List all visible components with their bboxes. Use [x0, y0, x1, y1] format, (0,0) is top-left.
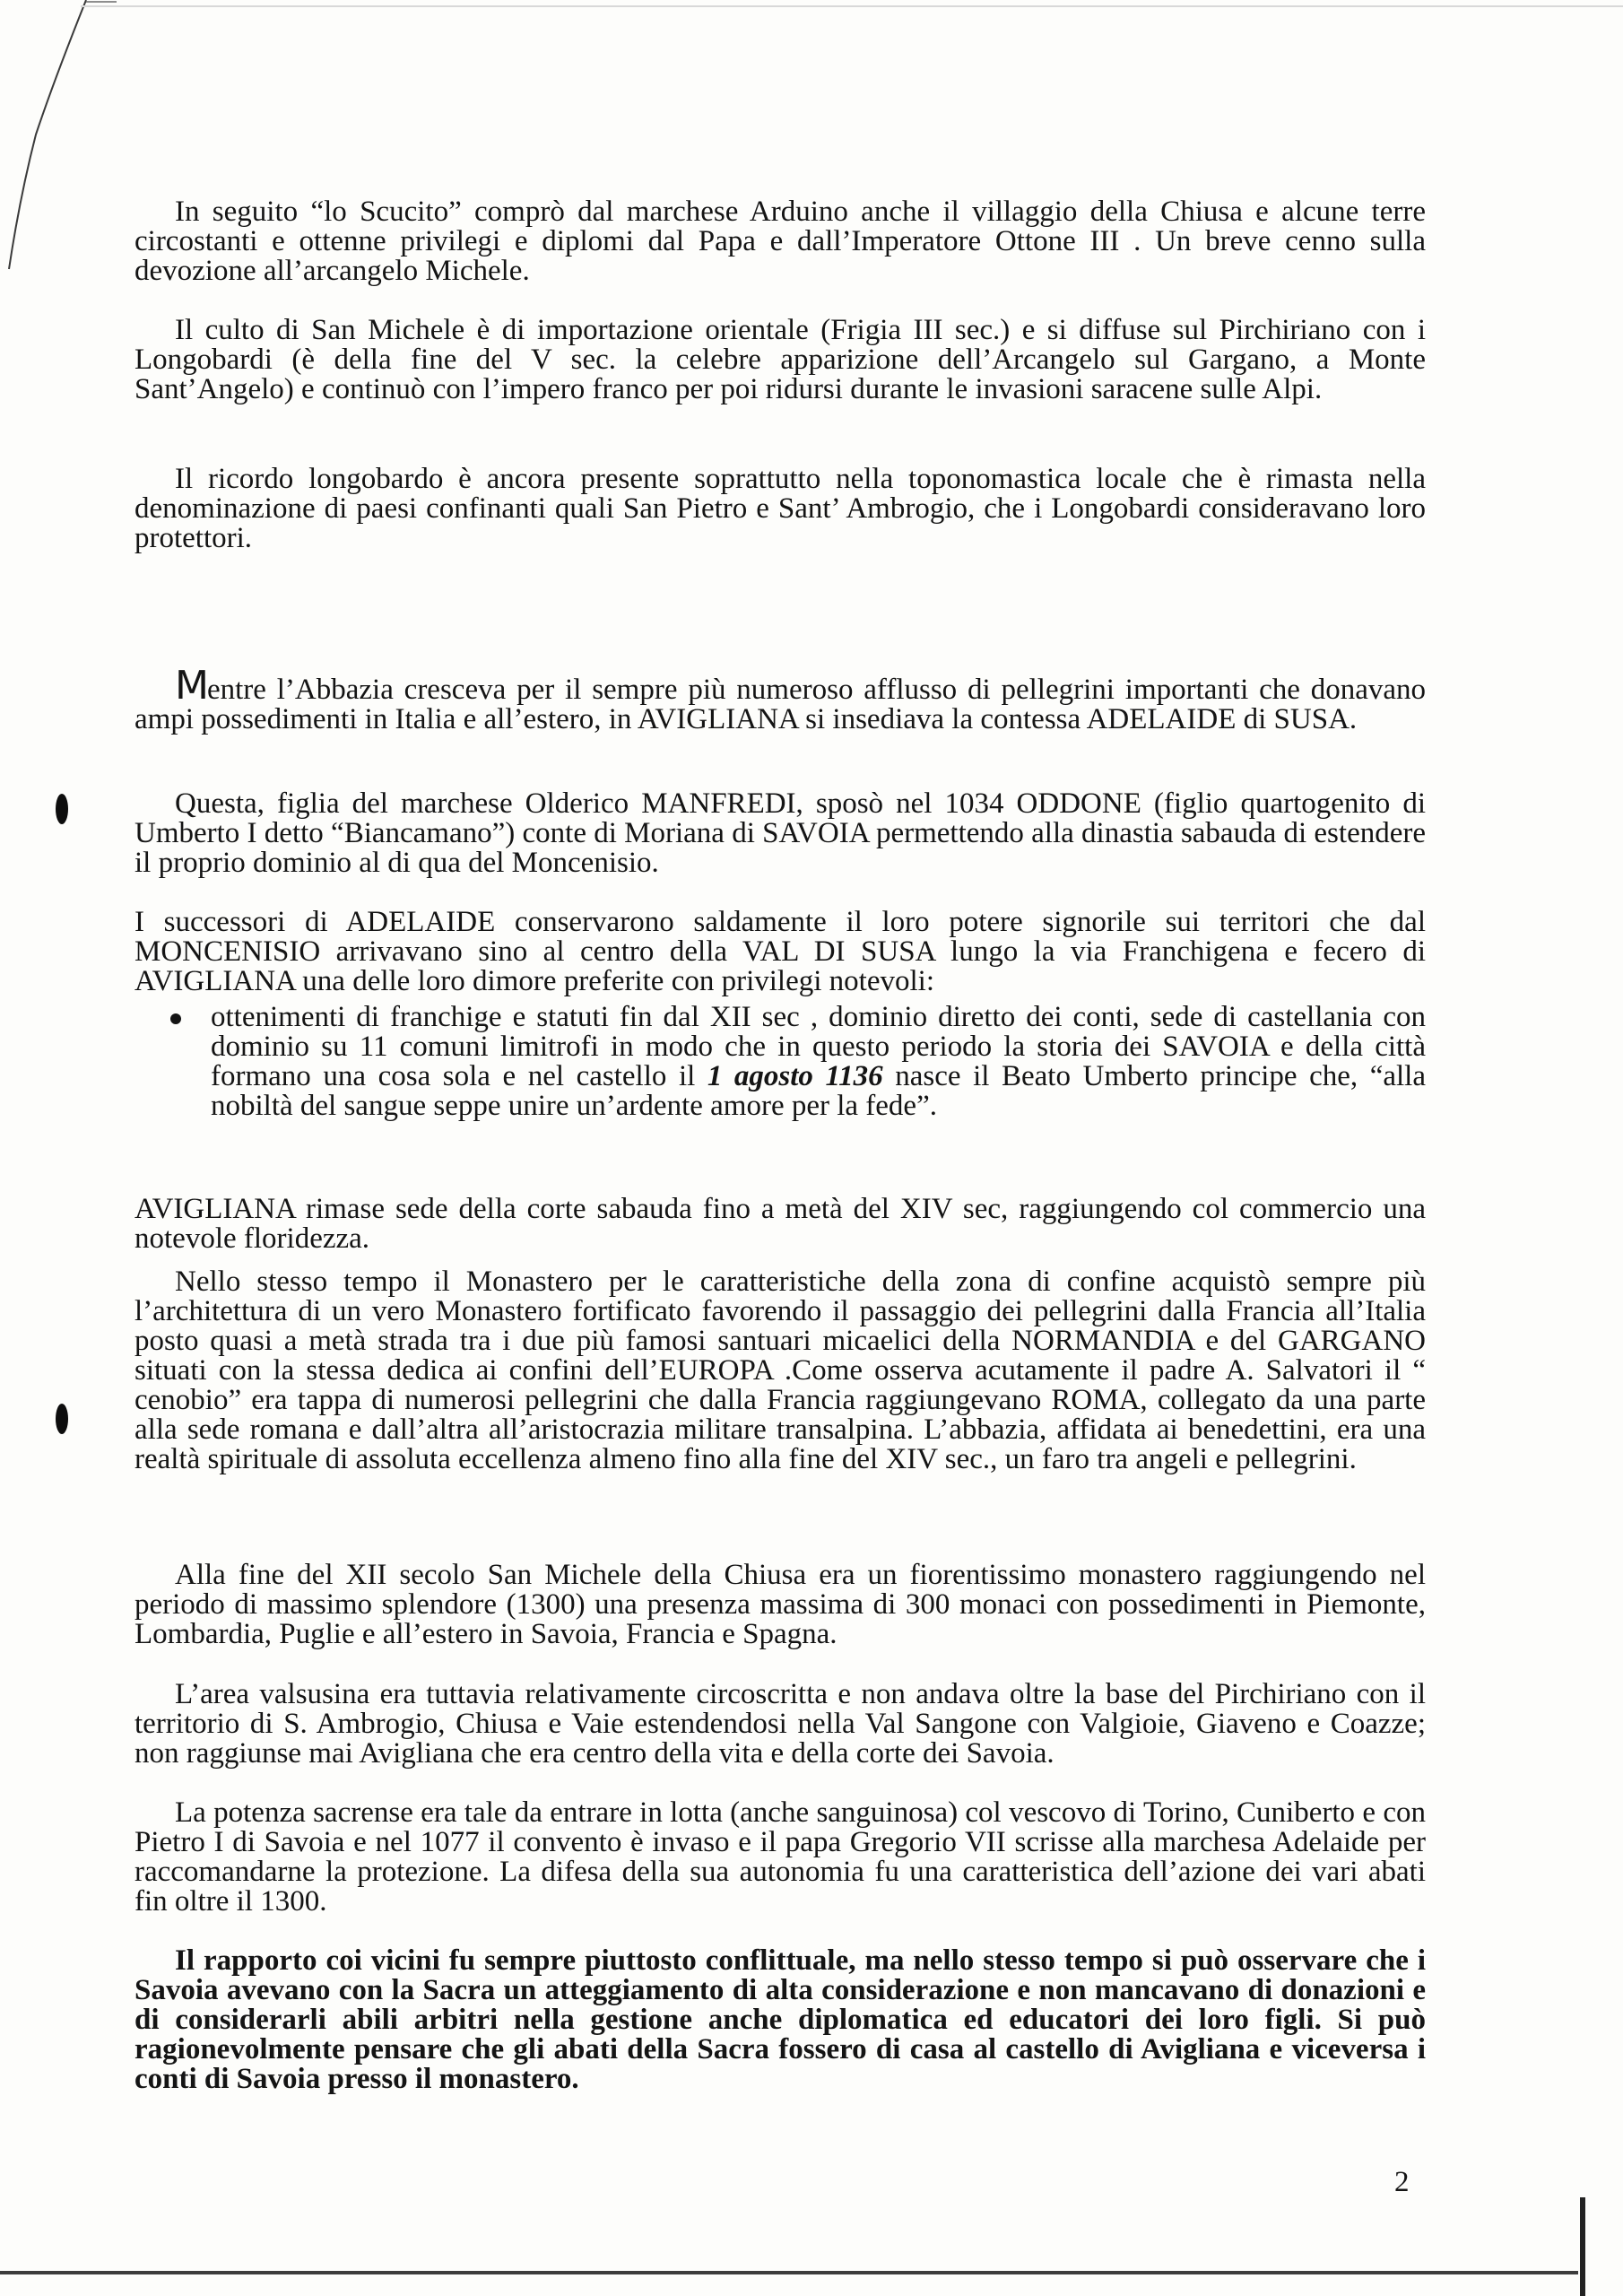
paragraph-successori-adelaide: I successori di ADELAIDE conservarono saldamente il loro potere signorile sui territori che dal MONCENISIO arrivavano sino al centro della VAL DI SUSA lungo la via Franchigena e fecero di AVIGLIANA una delle loro dimore preferite con privilegi notevoli:	[135, 906, 1426, 997]
list-item-text-before: ottenimenti di franchige e statuti fin dal XII sec , dominio diretto dei conti, sede di castellania con dominio su 11 comuni limitrofi in modo che in questo periodo la storia dei SAVOIA e della città formano una cosa sola e nel castello il	[211, 1001, 1426, 1092]
emphasized-date: 1 agosto 1136	[707, 1060, 883, 1092]
paragraph-monastero-fortificato: Nello stesso tempo il Monastero per le caratteristiche della zona di confine acquistò sempre più l’architettura di un vero Monastero fortificato favorendo il passaggio dei pellegrini dalla Francia all’Italia posto quasi a metà strada tra i due più famosi santuari micaelici della NORMANDIA e del GARGANO situati con la stessa dedica ai confini dell’EUROPA .Come osserva acutamente il padre A. Salvatori il “ cenobio” era tappa di numerosi pellegrini che dalla Francia raggiungevano ROMA, collegato da una parte alla sede romana e dall’altra all’aristocrazia militare transalpina. L’abbazia, affidata ai benedettini, era una realtà spirituale di assoluta eccellenza almeno fino alla fine del XIV sec., un faro tra angeli e pellegrini.	[135, 1265, 1426, 1475]
paragraph-questa-figlia: Questa, figlia del marchese Olderico MANFREDI, sposò nel 1034 ODDONE (figlio quartogenito di Umberto I detto “Biancamano”) conte di Moriana di SAVOIA permettendo alla dinastia sabauda di estendere il proprio dominio al di qua del Moncenisio.	[135, 787, 1426, 879]
paragraph-ricordo-longobardo: Il ricordo longobardo è ancora presente soprattutto nella toponomastica locale che è rimasta nella denominazione di paesi confinanti quali San Pietro e Sant’ Ambrogio, che i Longobardi consideravano loro protettori.	[135, 463, 1426, 554]
punch-hole	[56, 794, 68, 824]
scan-top-edge	[81, 5, 1623, 7]
page-number: 2	[1394, 2166, 1410, 2198]
paragraph-rapporto-vicini: Il rapporto coi vicini fu sempre piuttosto conflittuale, ma nello stesso tempo si può osservare che i Savoia avevano con la Sacra un atteggiamento di alta considerazione e non mancavano di donazioni e di considerarli abili arbitri nella gestione anche diplomatica ed educatori dei loro figli. Si può ragionevolmente pensare che gli abati della Sacra fossero di casa al castello di Avigliana e viceversa i conti di Savoia presso il monastero.	[135, 1944, 1426, 2095]
scan-bottom-edge	[0, 2271, 1578, 2274]
list-item-privilegi	[211, 1003, 1426, 1121]
punch-hole	[56, 1404, 68, 1434]
scan-right-edge	[1580, 2197, 1585, 2296]
decorated-initial: M	[175, 663, 207, 709]
paragraph-abbazia-text: entre l’Abbazia cresceva per il sempre più numeroso afflusso di pellegrini importanti che donavano ampi possedimenti in Italia e all’estero, in AVIGLIANA si insediava la contessa ADELAIDE di SUSA.	[135, 674, 1426, 735]
paragraph-potenza-sacrense: La potenza sacrense era tale da entrare in lotta (anche sanguinosa) col vescovo di Torino, Cuniberto e con Pietro I di Savoia e nel 1077 il convento è invaso e il papa Gregorio VII scrisse alla marchesa Adelaide per raccomandarne la protezione. La difesa della sua autonomia fu una caratteristica dell’azione dei vari abati fin oltre il 1300.	[135, 1796, 1426, 1918]
paragraph-abbazia-cresceva	[135, 663, 1426, 735]
list-item-text-after: nasce il Beato Umberto principe che, “alla nobiltà del sangue seppe unire un’ardente amore per la fede”.	[211, 1060, 1426, 1122]
bullet-icon	[170, 1013, 181, 1024]
paragraph-avigliana-sede: AVIGLIANA rimase sede della corte sabauda fino a metà del XIV sec, raggiungendo col commercio una notevole floridezza.	[135, 1193, 1426, 1255]
scan-fold-mark	[0, 0, 117, 278]
paragraph-culto-san-michele: Il culto di San Michele è di importazione orientale (Frigia III sec.) e si diffuse sul Pirchiriano con i Longobardi (è della fine del V sec. la celebre apparizione dell’Arcangelo sul Gargano, a Monte Sant’Angelo) e continuò con l’impero franco per poi ridursi durante le invasioni saracene sulle Alpi.	[135, 314, 1426, 405]
paragraph-scucito: In seguito “lo Scucito” comprò dal marchese Arduino anche il villaggio della Chiusa e alcune terre circostanti e ottenne privilegi e diplomi dal Papa e dall’Imperatore Ottone III . Un breve cenno sulla devozione all’arcangelo Michele.	[135, 196, 1426, 287]
paragraph-fine-xii-secolo: Alla fine del XII secolo San Michele della Chiusa era un fiorentissimo monastero raggiungendo nel periodo di massimo splendore (1300) una presenza massima di 300 monaci con possedimenti in Piemonte, Lombardia, Puglie e all’estero in Savoia, Francia e Spagna.	[135, 1559, 1426, 1650]
paragraph-area-valsusina: L’area valsusina era tuttavia relativamente circoscritta e non andava oltre la base del Pirchiriano con il territorio di S. Ambrogio, Chiusa e Vaie estendendosi nella Val Sangone con Valgioie, Giaveno e Coazze; non raggiunse mai Avigliana che era centro della vita e della corte dei Savoia.	[135, 1678, 1426, 1770]
